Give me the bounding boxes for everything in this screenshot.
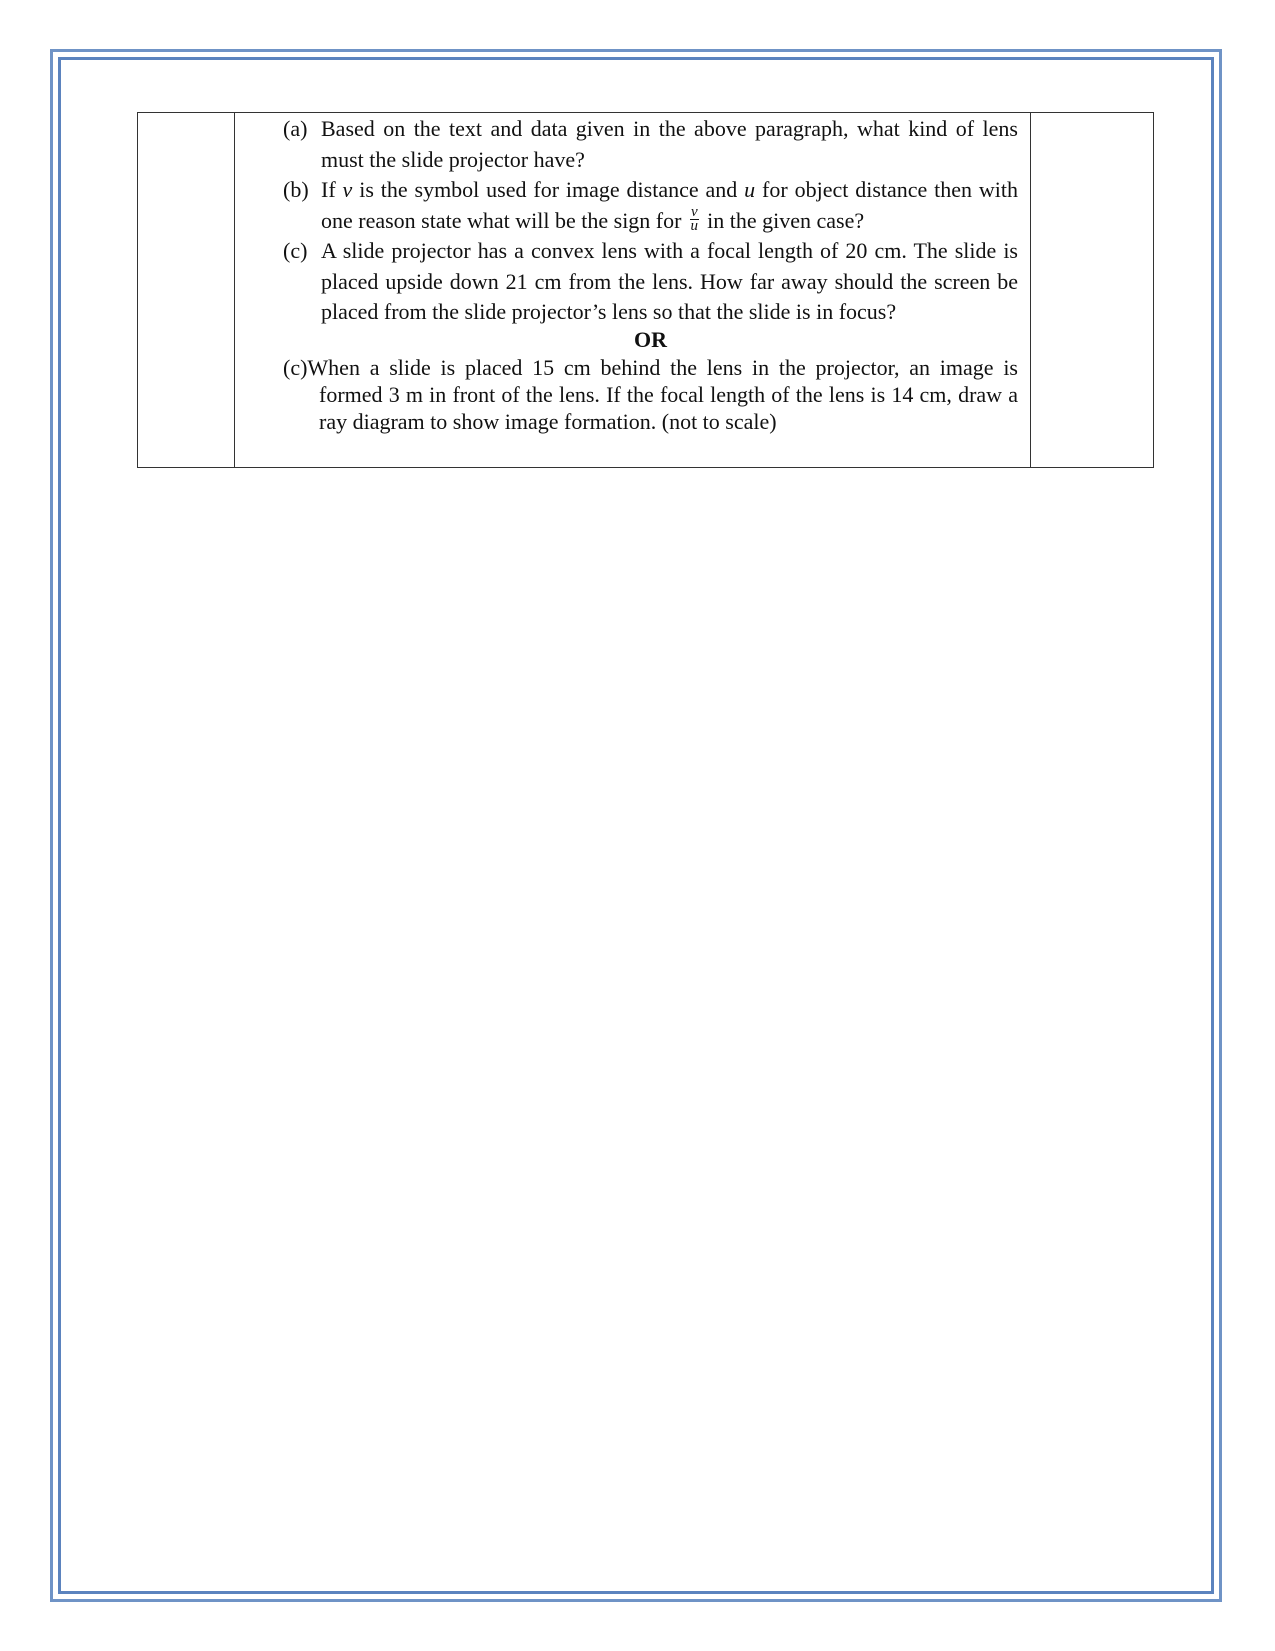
part-b-text-3: for object distance then with one reason state what will be the sign for [321, 177, 1019, 233]
part-label: (c) [283, 354, 308, 380]
part-b-text-4: in the given case? [707, 207, 865, 233]
part-label: (b) [283, 177, 309, 202]
fraction-numerator: v [690, 203, 698, 220]
question-part-b [283, 175, 1018, 236]
part-b-text-1: If [321, 177, 336, 202]
part-text: When a slide is placed 15 cm behind the lens in the projector, an image is formed 3 m in front of the lens. If the focal length of the lens is 14 cm, draw a ray diagram to show image formation. (not to scale) [307, 354, 1018, 434]
table-row [138, 113, 1154, 468]
or-separator: OR [634, 326, 667, 352]
part-label: (c) [283, 238, 308, 263]
part-text: Based on the text and data given in the above paragraph, what kind of lens must the slide projector have? [321, 116, 1018, 172]
question-part-c [283, 236, 1018, 328]
part-text [321, 175, 1018, 236]
question-number-cell [138, 113, 235, 468]
fraction-v-over-u [690, 203, 699, 234]
variable-v: v [342, 177, 353, 202]
part-b-text-2: is the symbol used for image distance and [359, 177, 738, 202]
part-text: A slide projector has a convex lens with a focal length of 20 cm. The slide is placed upside down 21 cm from the lens. How far away should the screen be placed from the slide projector’s lens so that the slide is in focus? [321, 238, 1018, 324]
fraction-denominator: u [690, 217, 699, 234]
marks-cell [1031, 113, 1154, 468]
question-content-cell [235, 113, 1031, 468]
question-part-a [283, 114, 1018, 175]
variable-u: u [744, 177, 756, 202]
question-table [137, 112, 1154, 468]
part-label: (a) [283, 116, 308, 141]
question-part-c-alternative [283, 354, 1018, 435]
